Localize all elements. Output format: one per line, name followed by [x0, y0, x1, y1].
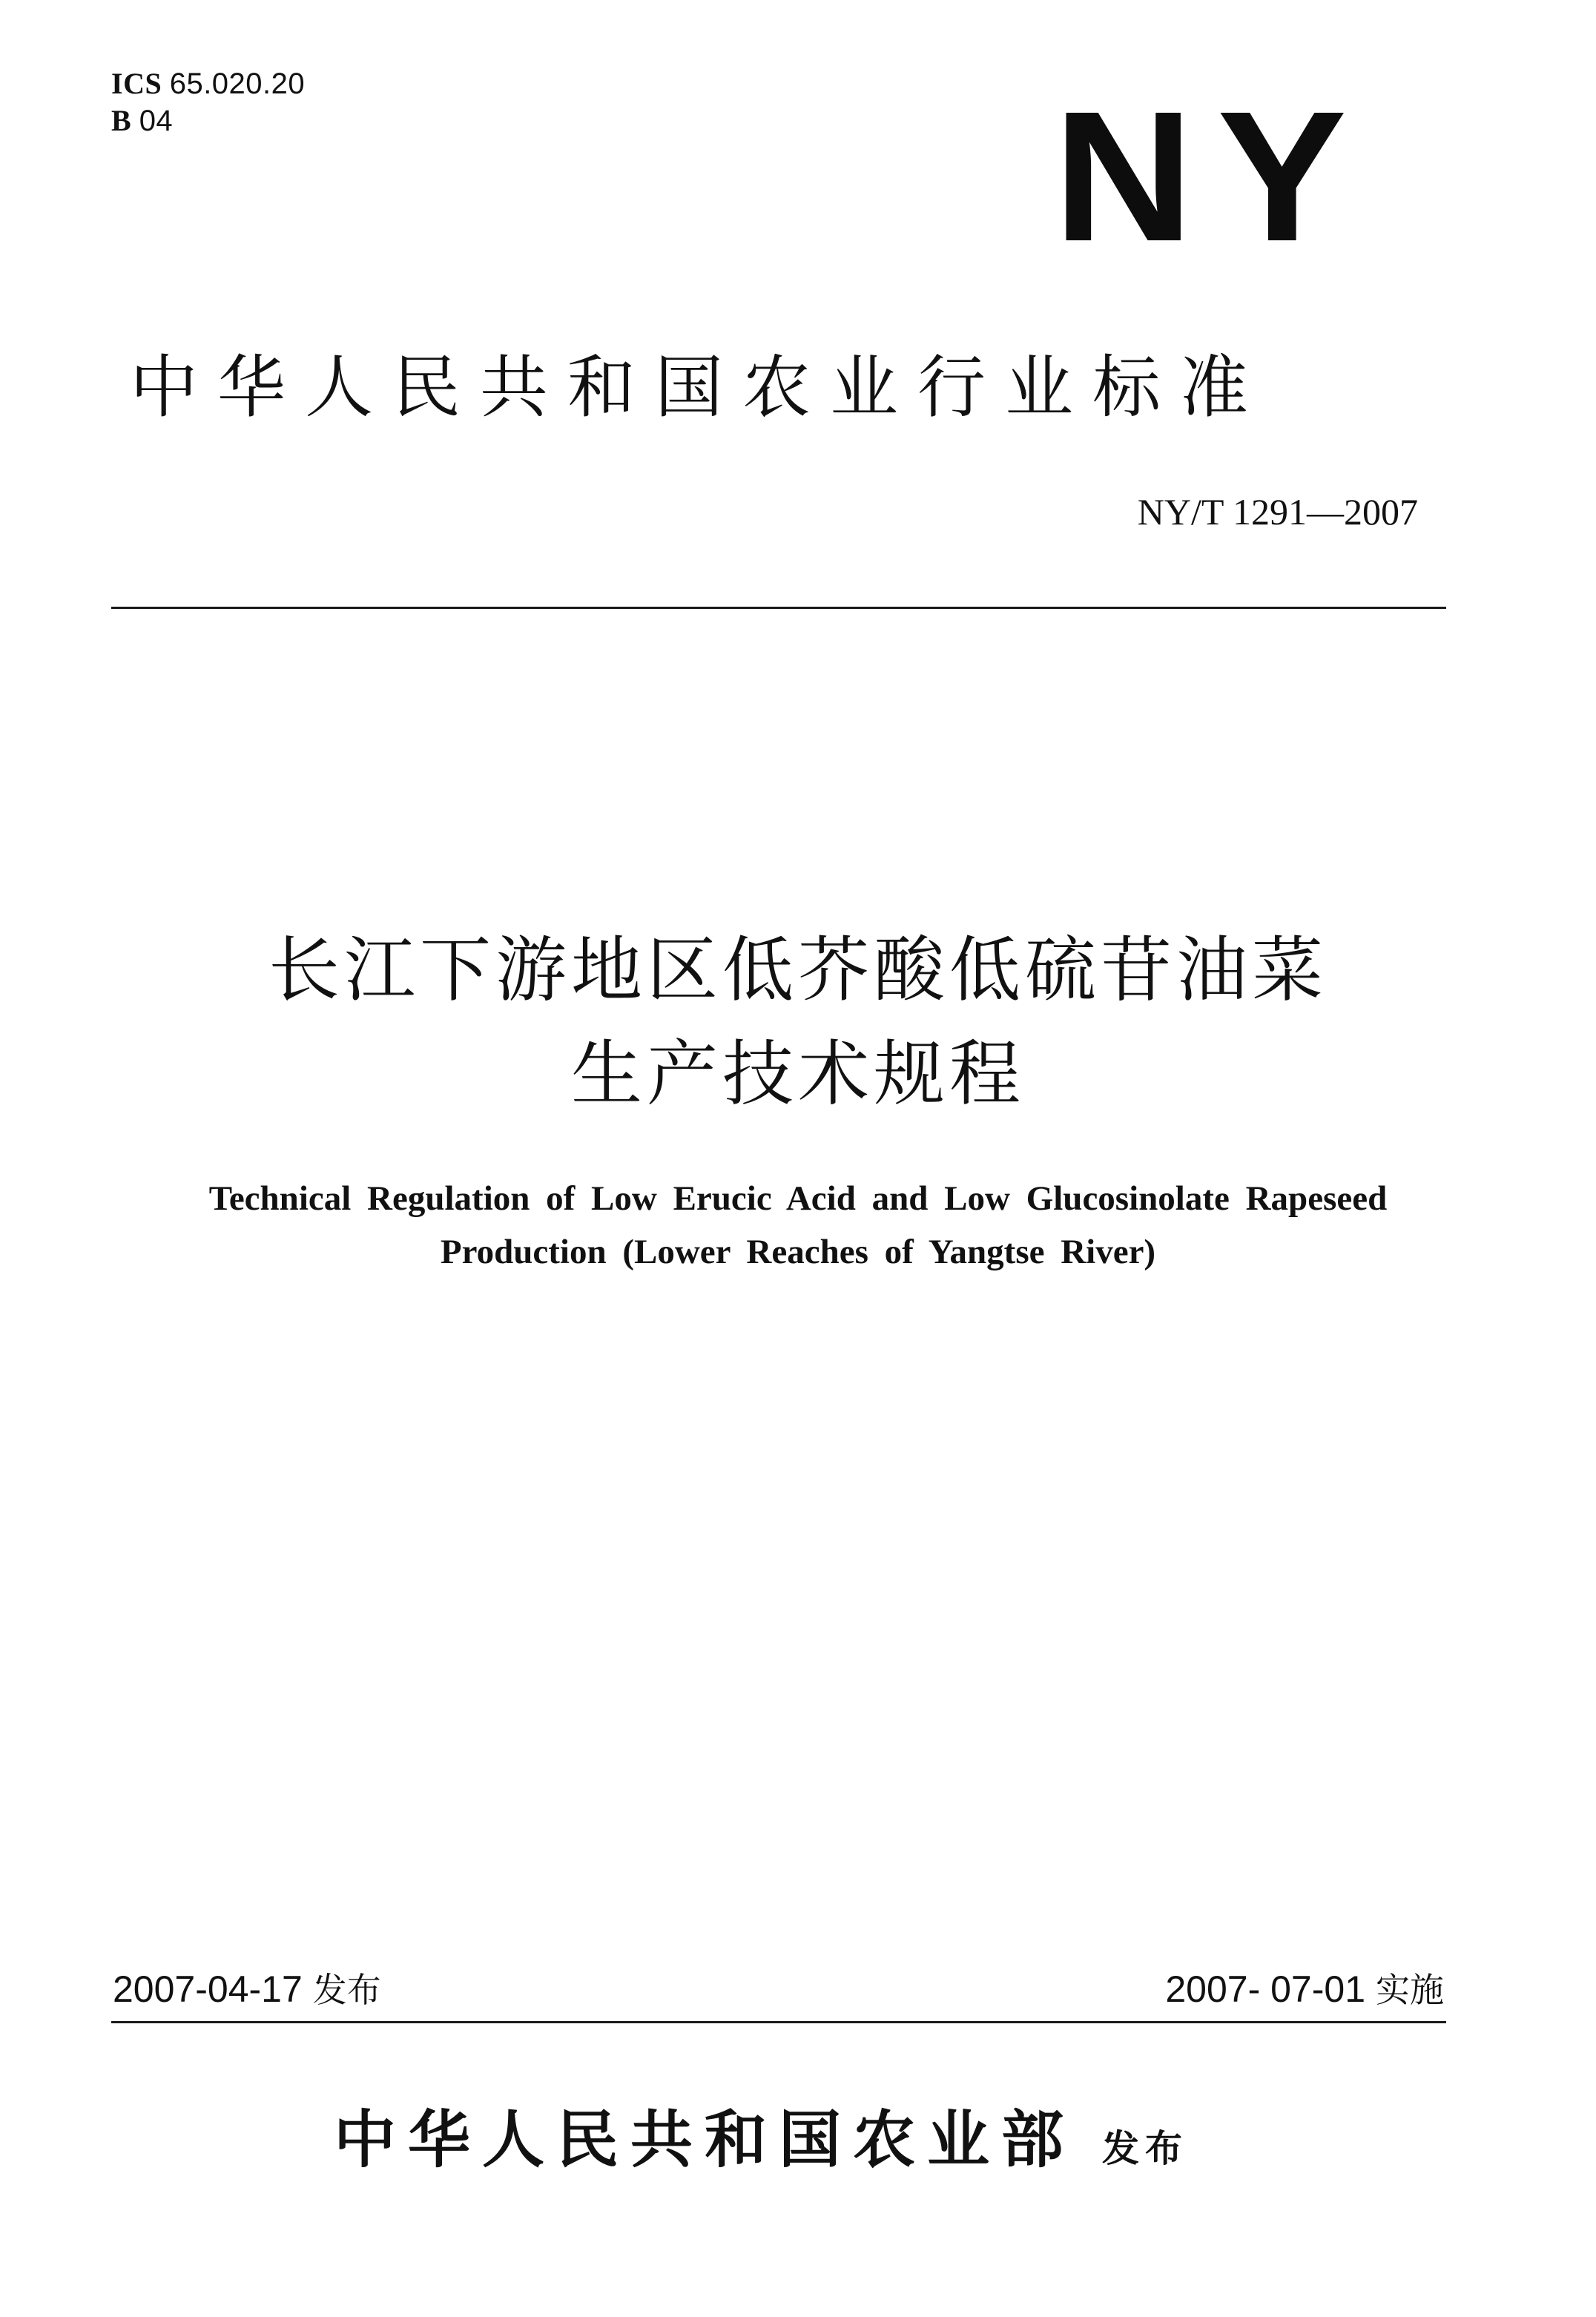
ny-logo: NY [1053, 73, 1371, 280]
ics-code: 65.020.20 [169, 67, 306, 100]
classification-codes [111, 65, 305, 139]
issue-date-value: 2007-04-17 [113, 1968, 303, 2010]
bottom-divider [111, 2021, 1446, 2023]
implementation-date-suffix: 实施 [1376, 1970, 1444, 2010]
standard-heading: 中华人民共和国农业行业标准 [130, 348, 1268, 427]
issue-date-suffix: 发布 [312, 1970, 381, 2010]
ics-label: ICS [111, 67, 162, 100]
ccs-code: 04 [139, 105, 174, 137]
english-title-line-1: Technical Regulation of Low Erucic Acid and Low Glucosinolate Rapeseed [208, 1179, 1388, 1218]
implementation-date [1165, 1965, 1444, 2014]
implementation-date-value: 2007- 07-01 [1165, 1968, 1365, 2010]
ics-row [111, 65, 305, 102]
issue-date [113, 1965, 381, 2014]
ccs-label: B [111, 104, 132, 137]
ccs-row [111, 102, 305, 139]
english-title-line-2: Production (Lower Reaches of Yangtse River) [440, 1233, 1156, 1271]
chinese-title-line-1: 长江下游地区低芥酸低硫苷油菜 [268, 929, 1328, 1012]
publisher [334, 2099, 1188, 2189]
publisher-action: 发布 [1102, 2126, 1189, 2170]
chinese-title [0, 918, 1596, 1126]
english-title [0, 1172, 1596, 1279]
standard-number: NY/T 1291—2007 [1137, 491, 1418, 533]
chinese-title-line-2: 生产技术规程 [571, 1032, 1025, 1115]
top-divider [111, 607, 1446, 609]
publisher-org: 中华人民共和国农业部 [334, 2103, 1076, 2176]
